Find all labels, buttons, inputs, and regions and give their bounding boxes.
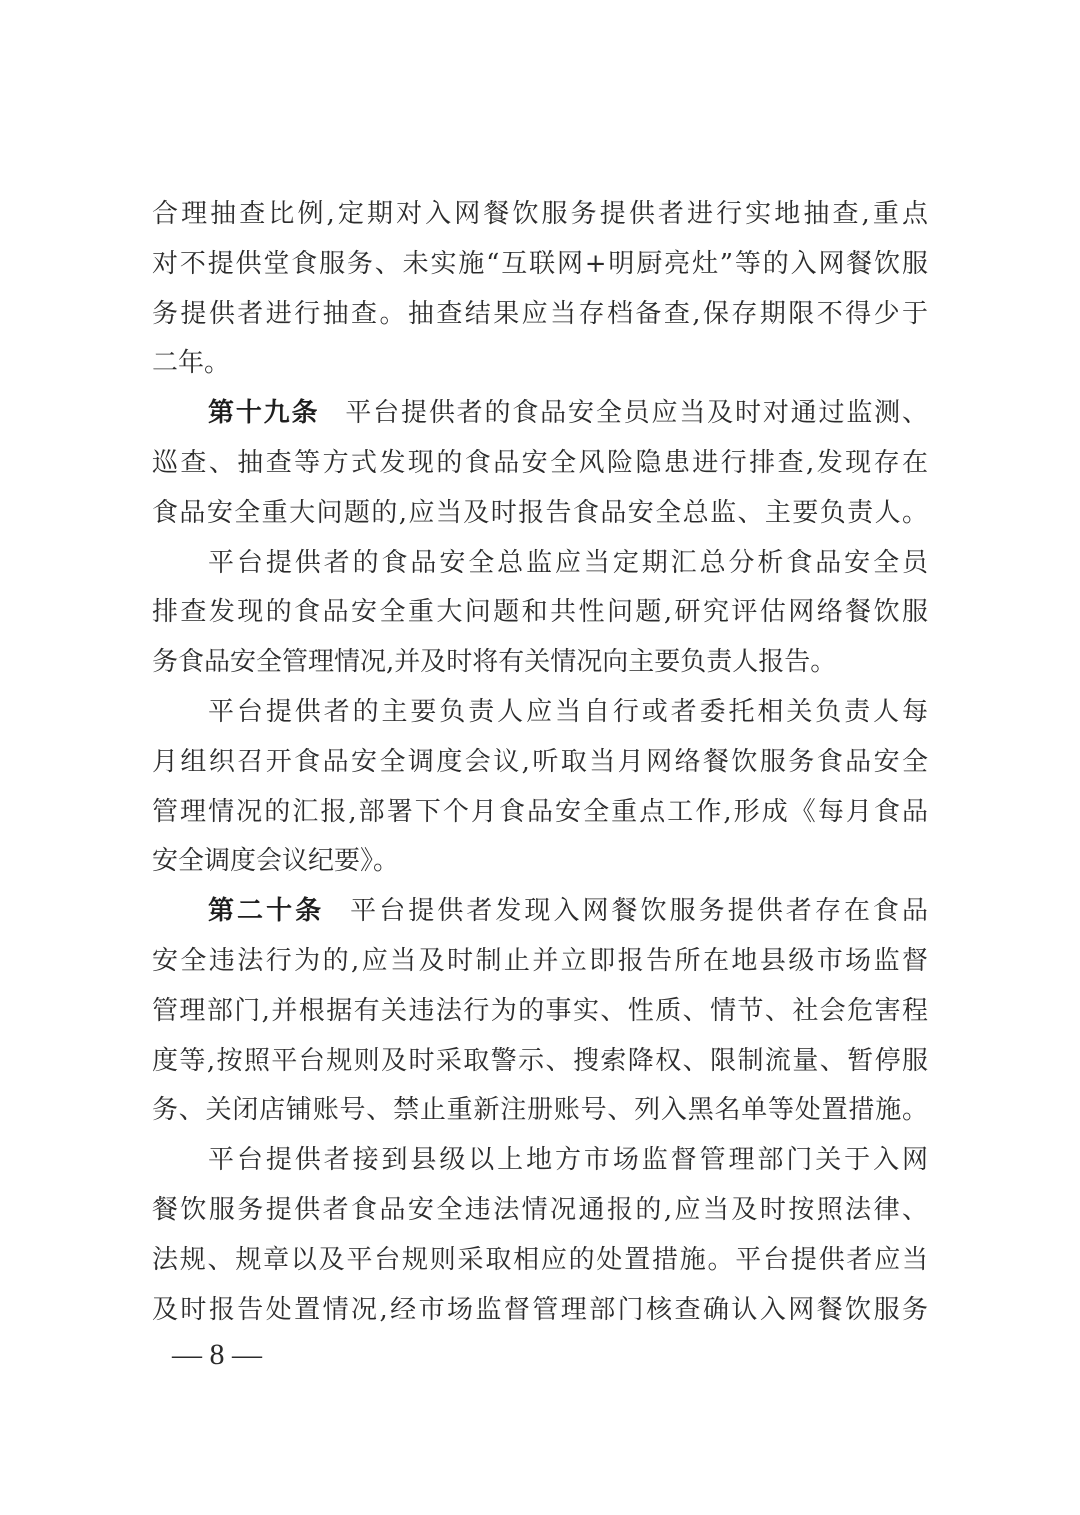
text-line: 平台提供者的食品安全总监应当定期汇总分析食品安全员 [208, 547, 928, 578]
text-span: 平台提供者的食品安全员应当及时对通过监测、 [345, 398, 928, 429]
text-line: 务食品安全管理情况,并及时将有关情况向主要负责人报告。 [152, 647, 837, 678]
text-line: 管理情况的汇报,部署下个月食品安全重点工作,形成《每月食品 [152, 796, 928, 827]
text-line: 安全调度会议纪要》。 [152, 846, 400, 877]
text-line: 务提供者进行抽查。抽查结果应当存档备查,保存期限不得少于 [152, 298, 928, 329]
text-line-with-heading [152, 887, 928, 937]
text-line: 务、关闭店铺账号、禁止重新注册账号、列入黑名单等处置措施。 [152, 1095, 928, 1126]
text-span: 平台提供者发现入网餐饮服务提供者存在食品 [350, 896, 928, 927]
article-20 [152, 887, 928, 1136]
text-line: 平台提供者接到县级以上地方市场监督管理部门关于入网 [208, 1145, 928, 1176]
text-line: 二年。 [152, 348, 231, 379]
text-line: 安全违法行为的,应当及时制止并立即报告所在地县级市场监督 [152, 945, 928, 976]
paragraph [152, 539, 928, 688]
text-line: 食品安全重大问题的,应当及时报告食品安全总监、主要负责人。 [152, 497, 928, 528]
text-line: 排查发现的食品安全重大问题和共性问题,研究评估网络餐饮服 [152, 597, 928, 628]
paragraph [152, 1136, 928, 1335]
page-number: — 8 — [172, 1338, 262, 1371]
text-line: 度等,按照平台规则及时采取警示、搜索降权、限制流量、暂停服 [152, 1045, 928, 1076]
article-heading: 第十九条 [208, 398, 320, 429]
text-line: 月组织召开食品安全调度会议,听取当月网络餐饮服务食品安全 [152, 746, 928, 777]
text-line: 管理部门,并根据有关违法行为的事实、性质、情节、社会危害程 [152, 995, 928, 1026]
article-heading: 第二十条 [208, 896, 325, 927]
article-19 [152, 389, 928, 538]
text-line: 巡查、抽查等方式发现的食品安全风险隐患进行排查,发现存在 [152, 447, 928, 478]
text-line: 平台提供者的主要负责人应当自行或者委托相关负责人每 [208, 696, 928, 727]
text-line: 法规、规章以及平台规则采取相应的处置措施。平台提供者应当 [152, 1244, 928, 1275]
paragraph-continuation [152, 190, 928, 389]
paragraph [152, 688, 928, 887]
text-line: 及时报告处置情况,经市场监督管理部门核查确认入网餐饮服务 [152, 1294, 928, 1325]
text-line: 对不提供堂食服务、未实施“互联网+明厨亮灶”等的入网餐饮服 [152, 248, 928, 279]
text-line-with-heading [152, 389, 928, 439]
text-line: 合理抽查比例,定期对入网餐饮服务提供者进行实地抽查,重点 [152, 199, 928, 229]
text-line: 餐饮服务提供者食品安全违法情况通报的,应当及时按照法律、 [152, 1194, 928, 1225]
document-page [152, 190, 928, 1335]
